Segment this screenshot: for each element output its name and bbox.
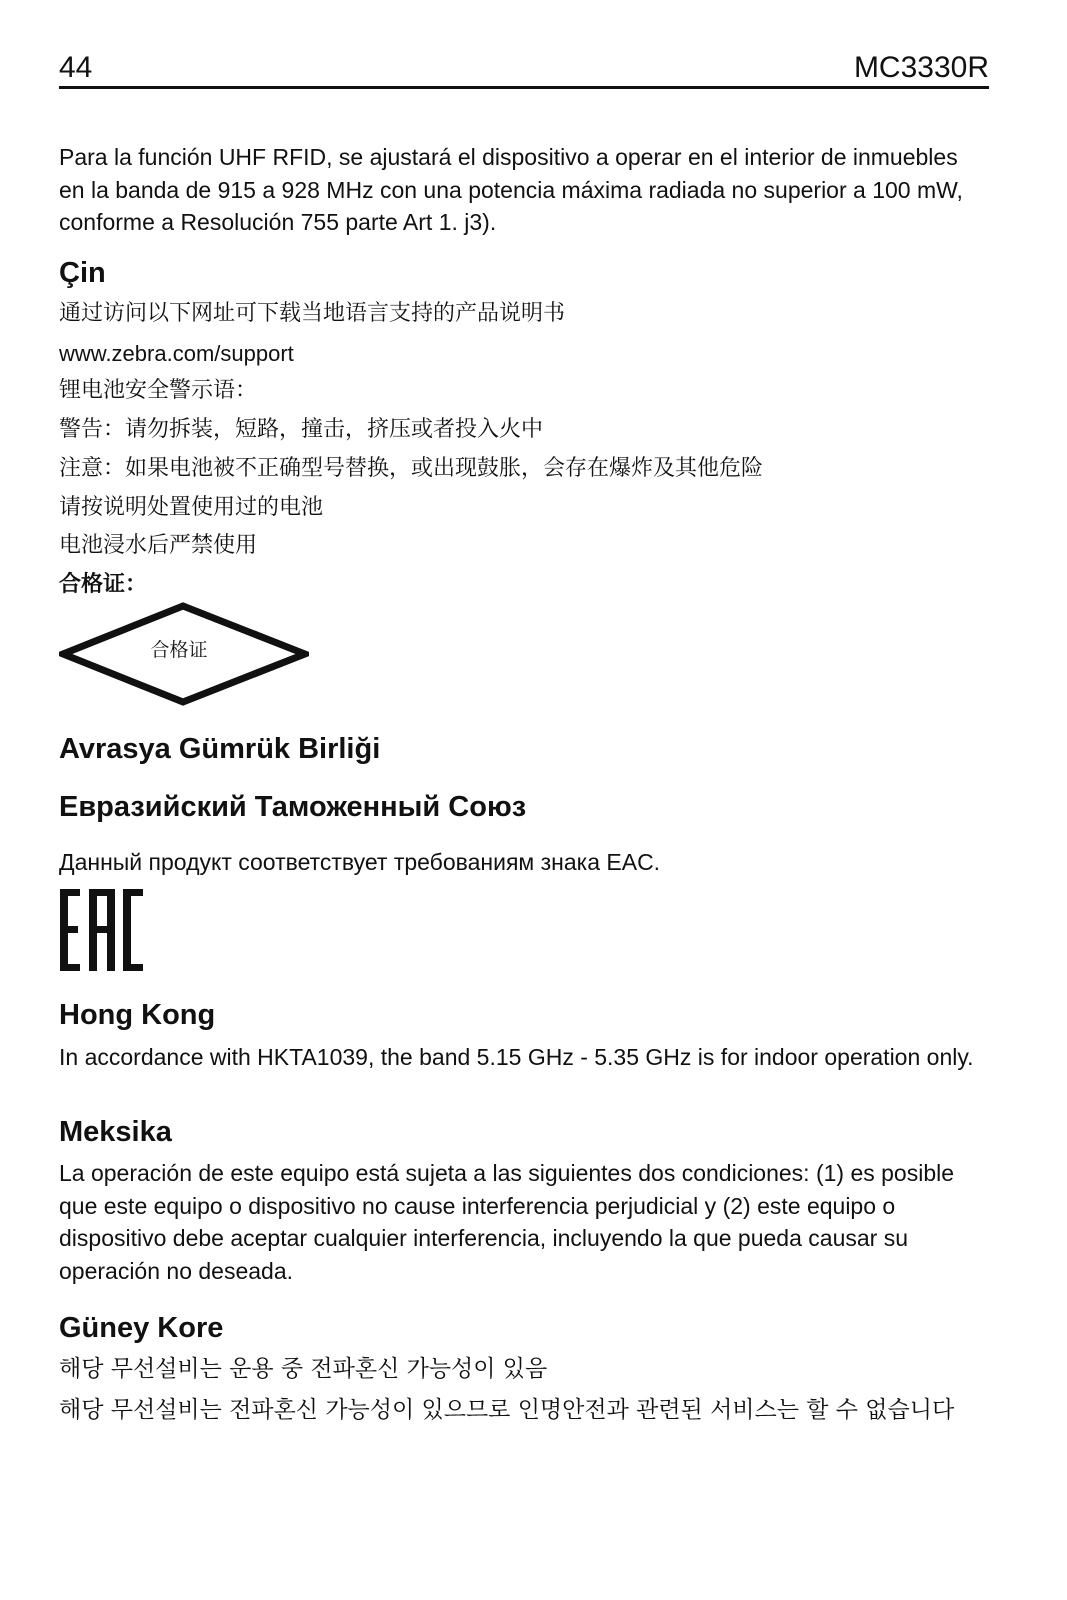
china-section [59,255,989,291]
eac-logo-icon [60,889,146,971]
korea-heading: Güney Kore [59,1312,224,1344]
mexico-heading: Meksika [59,1116,172,1148]
battery-dispose: 请按说明处置使用过的电池 [59,495,324,520]
hong-kong-heading: Hong Kong [59,999,216,1031]
hong-kong-text: In accordance with HKTA1039, the band 5.15 GHz - 5.35 GHz is for indoor operation only. [59,1044,974,1070]
korea-line1: 해당 무선설비는 운용 중 전파혼신 가능성이 있음 [59,1356,548,1382]
eac-text: Данный продукт соответствует требованиям знака EAC. [59,849,661,875]
korea-line2: 해당 무선설비는 전파혼신 가능성이 있으므로 인명안전과 관련된 서비스는 할 수 없습니다 [59,1397,955,1423]
page-header [59,48,989,88]
battery-water: 电池浸水后严禁使用 [59,533,258,558]
certificate-label: 合格证： [59,572,148,597]
battery-warning: 警告：请勿拆装，短路，撞击，挤压或者投入火中 [59,417,544,442]
eac-heading-ru: Евразийский Таможенный Союз [59,791,527,823]
battery-safety-title: 锂电池安全警示语： [59,378,258,403]
china-heading: Çin [59,257,106,289]
support-url: www.zebra.com/support [59,341,294,366]
china-manual-note: 通过访问以下网址可下载当地语言支持的产品说明书 [59,301,566,326]
page-number: 44 [59,51,93,84]
mexico-text: La operación de este equipo está sujeta a las siguientes dos condiciones: (1) es posible que este equipo o dispositivo no cause interferencia perjudicial y (2) este equipo o dispositivo debe aceptar cualquier interferencia, incluyendo la que pueda causar su operación no deseada. [59,1160,955,1284]
certificate-mark-text: 合格证 [150,639,208,661]
eac-heading-tr: Avrasya Gümrük Birliği [59,733,381,765]
uhf-rfid-text: Para la función UHF RFID, se ajustará el dispositivo a operar en el interior de inmuebles en la banda de 915 a 928 MHz con una potencia máxima radiada no superior a 100 mW, conforme a Resolución 755 parte Art 1. j3). [59,144,963,235]
battery-caution: 注意：如果电池被不正确型号替换，或出现鼓胀，会存在爆炸及其他危险 [59,456,764,481]
document-title: MC3330R [853,51,989,84]
header-divider [59,86,989,89]
certificate-mark [59,602,309,706]
uhf-rfid-section [59,141,989,239]
